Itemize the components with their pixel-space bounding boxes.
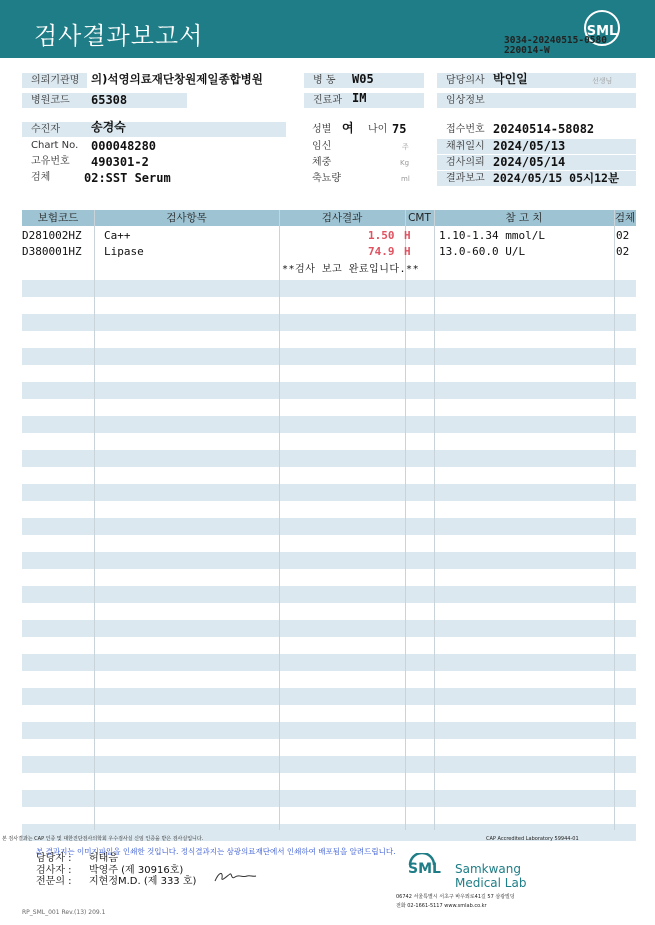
- sml-logo-text: SML: [408, 861, 441, 877]
- form-code: RP_SML_001 Rev.(13) 209.1: [22, 909, 106, 916]
- receipt-value: 20240514-58082: [493, 122, 595, 136]
- receipt-label: 접수번호: [446, 124, 485, 135]
- row-specimen: 02: [616, 245, 630, 258]
- urine-label: 축뇨량: [312, 173, 341, 184]
- specialist-label: 전문의 :: [36, 876, 72, 887]
- doctor-label: 담당의사: [437, 73, 636, 88]
- id-label: 고유번호: [31, 156, 70, 167]
- sex-value: 여: [342, 121, 354, 135]
- report-number: 3034-20240515-0580 220014-W: [504, 35, 607, 56]
- table-stripe: [22, 416, 636, 433]
- dept-value: IM: [352, 91, 367, 105]
- lab-address: 06742 서울특별시 서초구 바우뫼로41길 57 삼광빌딩: [396, 894, 515, 900]
- lab-name-line2: Medical Lab: [455, 876, 527, 890]
- table-stripe: [22, 756, 636, 773]
- table-stripe: [22, 722, 636, 739]
- row-specimen: 02: [616, 229, 630, 242]
- lab-contact: 전화 02-1661-5117 www.smlab.co.kr: [396, 903, 487, 909]
- hospital-code-value: 65308: [91, 93, 128, 107]
- row-flag: H: [404, 245, 411, 258]
- report-value: 2024/05/15 05시12분: [493, 171, 620, 185]
- table-stripe: [22, 348, 636, 365]
- urine-unit: ml: [401, 175, 410, 183]
- examiner-value: 박영주 (제 30916호): [89, 865, 184, 876]
- col-header-ref: 참 고 치: [505, 212, 543, 224]
- row-ref: 1.10-1.34 mmol/L: [439, 229, 545, 242]
- patient-value: 송경숙: [91, 120, 126, 134]
- table-stripe: [22, 552, 636, 569]
- patient-label: 수진자: [22, 122, 286, 137]
- table-stripe: [22, 586, 636, 603]
- collect-value: 2024/05/13: [493, 139, 566, 153]
- weight-unit: Kg: [400, 159, 410, 167]
- lab-name-line1: Samkwang: [455, 862, 521, 876]
- age-label: 나이: [368, 124, 388, 135]
- clinical-label: 임상정보: [437, 93, 636, 108]
- row-result: 74.9: [368, 245, 395, 258]
- print-notice: 본 결과지는 이미지파일을 인쇄한 것입니다. 정식결과지는 삼광의료재단에서 인쇄하여 배포됨을 알려드립니다.: [36, 847, 396, 856]
- table-stripe: [22, 790, 636, 807]
- sex-label: 성별: [312, 124, 332, 135]
- ward-value: W05: [352, 72, 374, 86]
- col-divider: [614, 210, 615, 830]
- request-value: 2024/05/14: [493, 155, 566, 169]
- report-complete-text: **검사 보고 완료입니다.**: [282, 264, 420, 275]
- specimen-label: 검체: [31, 172, 51, 183]
- col-divider: [94, 210, 95, 830]
- col-header-item: 검사항목: [166, 212, 207, 224]
- col-divider: [434, 210, 435, 830]
- doctor-value: 박인일: [493, 72, 528, 86]
- specimen-value: 02:SST Serum: [84, 171, 171, 185]
- dept-label: 진료과: [304, 93, 424, 108]
- reporter-label: 담당자 :: [36, 853, 72, 864]
- doctor-suffix: 선생님: [592, 77, 613, 85]
- hospital-code-label: 병원코드: [22, 93, 187, 108]
- row-flag: H: [404, 229, 411, 242]
- col-header-cmt: CMT: [408, 212, 431, 224]
- examiner-label: 검사자 :: [36, 865, 72, 876]
- row-code: D380001HZ: [22, 245, 82, 258]
- col-header-code: 보험코드: [37, 212, 79, 224]
- reporter-value: 허태음: [89, 853, 118, 864]
- collect-label: 채취일시: [437, 139, 636, 154]
- age-value: 75: [392, 122, 407, 136]
- table-stripe: [22, 382, 636, 399]
- row-item: Lipase: [104, 245, 144, 258]
- row-item: Ca++: [104, 229, 131, 242]
- cap-note: CAP Accredited Laboratory 59944-01: [486, 836, 579, 842]
- row-ref: 13.0-60.0 U/L: [439, 245, 526, 258]
- specialist-value: 지현정M.D. (제 333 호): [89, 876, 197, 887]
- request-label: 검사의뢰: [437, 155, 636, 170]
- table-stripe: [22, 450, 636, 467]
- row-result: 1.50: [368, 229, 395, 242]
- sml-logo-icon: SML: [584, 10, 620, 46]
- signature-icon: [213, 868, 257, 884]
- table-stripe: [22, 314, 636, 331]
- report-label: 결과보고: [437, 171, 636, 186]
- chart-value: 000048280: [91, 139, 157, 153]
- pregnancy-label: 임신: [312, 141, 332, 152]
- table-stripe: [22, 654, 636, 671]
- table-stripe: [22, 518, 636, 535]
- col-divider: [279, 210, 280, 830]
- accreditation-note: 본 검사결과는 CAP 인증 및 대한진단검사의학회 우수검사실 신임 인증을 받은 검사실입니다.: [2, 836, 204, 842]
- row-code: D281002HZ: [22, 229, 82, 242]
- col-header-result: 검사결과: [321, 212, 363, 224]
- hospital-value: 의)석영의료재단창원제일종합병원: [91, 72, 263, 86]
- ward-label: 병 동: [304, 73, 424, 88]
- table-stripe: [22, 620, 636, 637]
- col-header-specimen: 검체: [614, 212, 636, 224]
- table-stripe: [22, 688, 636, 705]
- table-stripe: [22, 484, 636, 501]
- hospital-label: 의뢰기관명: [22, 73, 87, 88]
- table-stripe: [22, 280, 636, 297]
- col-divider: [405, 210, 406, 830]
- pregnancy-unit: 주: [402, 143, 409, 151]
- chart-label: Chart No.: [31, 140, 79, 151]
- id-value: 490301-2: [91, 155, 149, 169]
- weight-label: 체중: [312, 157, 332, 168]
- report-title: 검사결과보고서: [34, 22, 204, 50]
